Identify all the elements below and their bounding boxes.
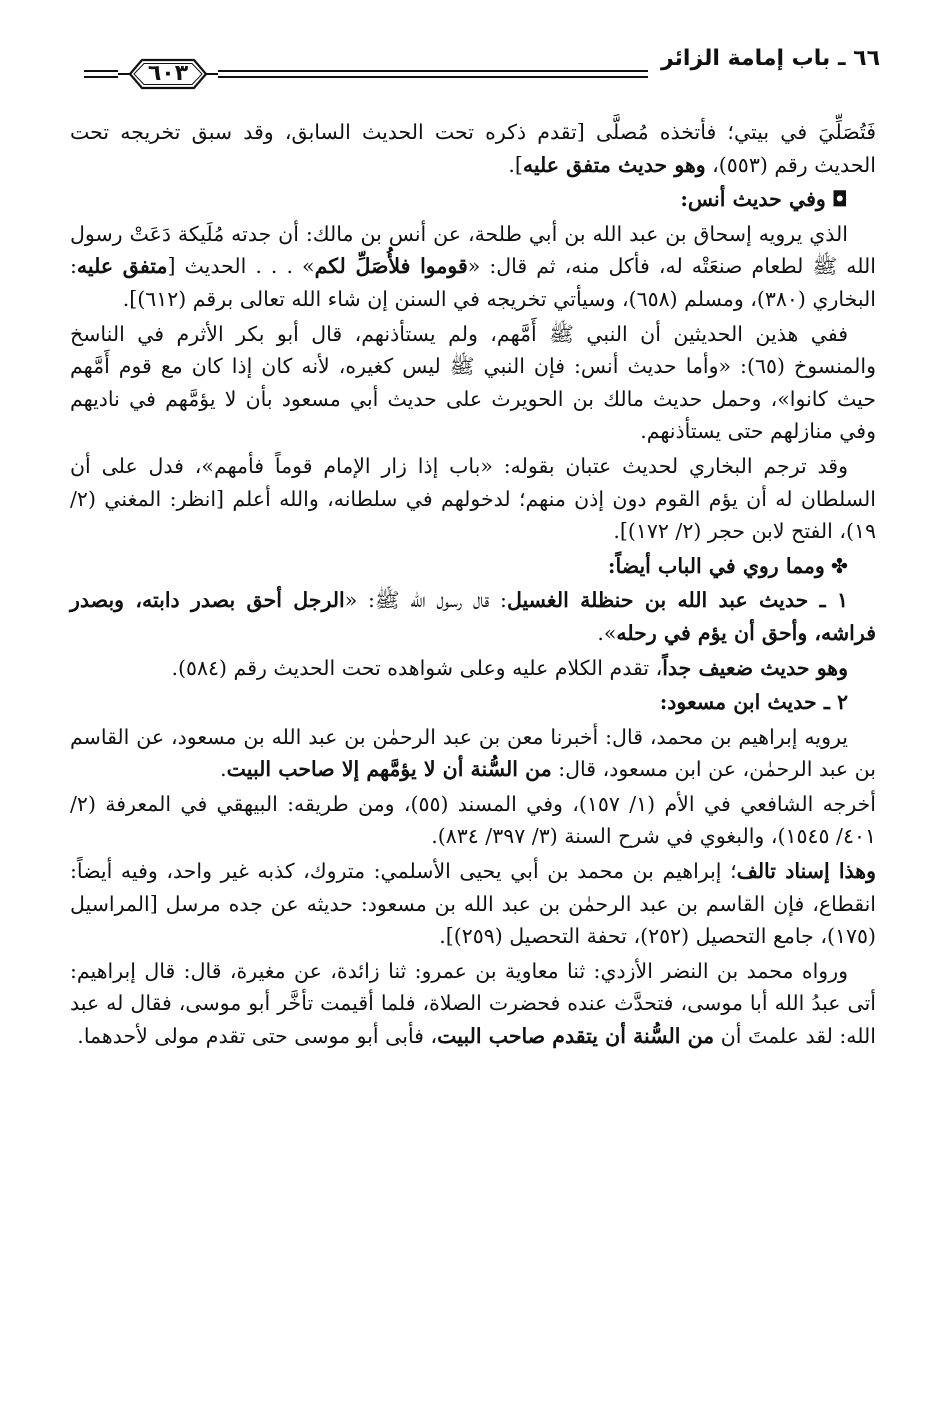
text-run: فَتُصَلِّيَ في بيتي؛ فأتخذه مُصلَّى [تقدم ذكره تحت الحديث السابق، وقد سبق تخريجه تحت الحديث رقم (٥٥٣)، [70,120,876,177]
paragraph: أخرجه الشافعي في الأم (١/ ١٥٧)، وفي المسند (٥٥)، ومن طريقه: البيهقي في المعرفة (٢/ ٤٠١/ ١٥٤٥)، والبغوي في شرح السنة (٣/ ٣٩٧/ ٨٣٤). [70,791,877,849]
page-number: ٦٠٣ [147,61,189,86]
bullet-icon: ◘ [831,187,848,212]
bold-run: من السُّنة أن لا يؤمَّهم إلا صاحب البيت [226,757,552,782]
header-rule [218,76,648,78]
header-rule [218,70,648,72]
bold-run: متفق عليه [76,254,168,279]
bold-run: وهو حديث متفق عليه [522,152,706,177]
paragraph [70,955,876,1053]
text-run: ، تقدم الكلام عليه وعلى شواهده تحت الحديث رقم (٥٨٤). [171,655,663,680]
section-heading [70,183,876,216]
text-run: ». [597,620,617,645]
text-run: ورواه محمد بن النضر الأزدي: ثنا معاوية بن عمرو: ثنا زائدة، عن مغيرة، قال: قال إبراهيم: أتى عبدُ الله أبا موسى، فتحدَّث عنده فحضرت الصلاة، فلما أقيمت تأخَّر أبو موسى، فقال له عبد الله: لقد علمتَ أن [70,958,876,1049]
text-run: . [220,757,227,782]
paragraph: ففي هذين الحديثين أن النبي ﷺ أَمَّهم، ولم يستأذنهم، قال أبو بكر الأثرم في الناسخ والمنسوخ (٦٥): «وأما حديث أنس: فإن النبي ﷺ ليس كغيره، لأنه كان إذا كان مع قوم أَمَّهم حيث كانوا»، وحمل حديث مالك بن الحويرث على حديث أبي مسعود بأن لا يؤمَّهم في ناديهم وفي منازلهم حتى يستأذنهم. [70,321,876,444]
paragraph [70,218,876,316]
paragraph [70,652,876,685]
paragraph [70,116,876,181]
text-run: : قال رسول الله ﷺ: « [344,588,507,613]
main-text [70,116,876,1055]
page-header [70,40,880,96]
bold-run: ١ ـ حديث عبد الله بن حنظلة الغسيل [506,588,848,613]
section-heading: ٢ ـ حديث ابن مسعود: [659,690,848,715]
running-title: ٦٦ ـ باب إمامة الزائر [660,46,880,71]
page-number-frame [116,54,220,94]
text-run: يرويه إبراهيم بن محمد، قال: أخبرنا معن بن عبد الرحمٰن بن عبد الله بن مسعود، عن القاسم بن عبد الرحمٰن، عن ابن مسعود، قال: [70,724,876,782]
text-run: ، فأبى أبو موسى حتى تقدم مولى لأحدهما. [77,1024,438,1049]
header-rule [84,76,118,78]
bold-run: الرجل أحق بصدر دابته، وبصدر فراشه، وأحق أن يؤم في رحله [70,588,876,645]
paragraph: وقد ترجم البخاري لحديث عتبان بقوله: «باب إذا زار الإمام قوماً فأمهم»، فدل على أن السلطان له أن يؤم القوم دون إذن منهم؛ لدخولهم في سلطانه، والله أعلم [انظر: المغني (٢/ ١٩)، الفتح لابن حجر (٢/ ١٧٢)]. [70,453,876,544]
paragraph [70,584,876,649]
text-run: ]. [508,152,523,177]
flower-bullet-icon: ✤ [830,553,848,578]
text-run: : البخاري (٣٨٠)، ومسلم (٦٥٨)، وسيأتي تخريجه في السنن إن شاء الله تعالى برقم (٦١٢)]. [70,254,876,311]
paragraph [70,721,876,786]
paragraph [70,855,876,953]
text-run: ؛ إبراهيم بن محمد بن أبي يحيى الأسلمي: متروك، كذبه غير واحد، وفيه أيضاً: انقطاع، فإن القاسم بن عبد الرحمٰن بن عبد الله بن مسعود: حديثه عن جده مرسل [المراسيل (١٧٥)، جامع التحصيل (٢٥٢)، تحفة التحصيل (٢٥٩)]. [70,859,876,949]
text-run: » . . . الحديث [ [167,254,315,279]
section-heading [70,550,876,583]
heading-text: وفي حديث أنس: [680,187,826,212]
bold-run: وهذا إسناد تالف [736,859,877,884]
bold-run: من السُّنة أن يتقدم صاحب البيت [437,1024,715,1049]
bold-run: قوموا فلأُصَلِّ لكم [314,254,468,279]
heading-text: ومما روي في الباب أيضاً: [607,553,825,578]
header-rule [84,70,118,72]
bold-run: وهو حديث ضعيف جداً [662,655,848,680]
text-run: الذي يرويه إسحاق بن عبد الله بن أبي طلحة، عن أنس بن مالك: أن جدته مُلَيكة دَعَتْ رسول الله ﷺ لطعام صنعَتْه له، فأكل منه، ثم قال: « [70,221,876,279]
